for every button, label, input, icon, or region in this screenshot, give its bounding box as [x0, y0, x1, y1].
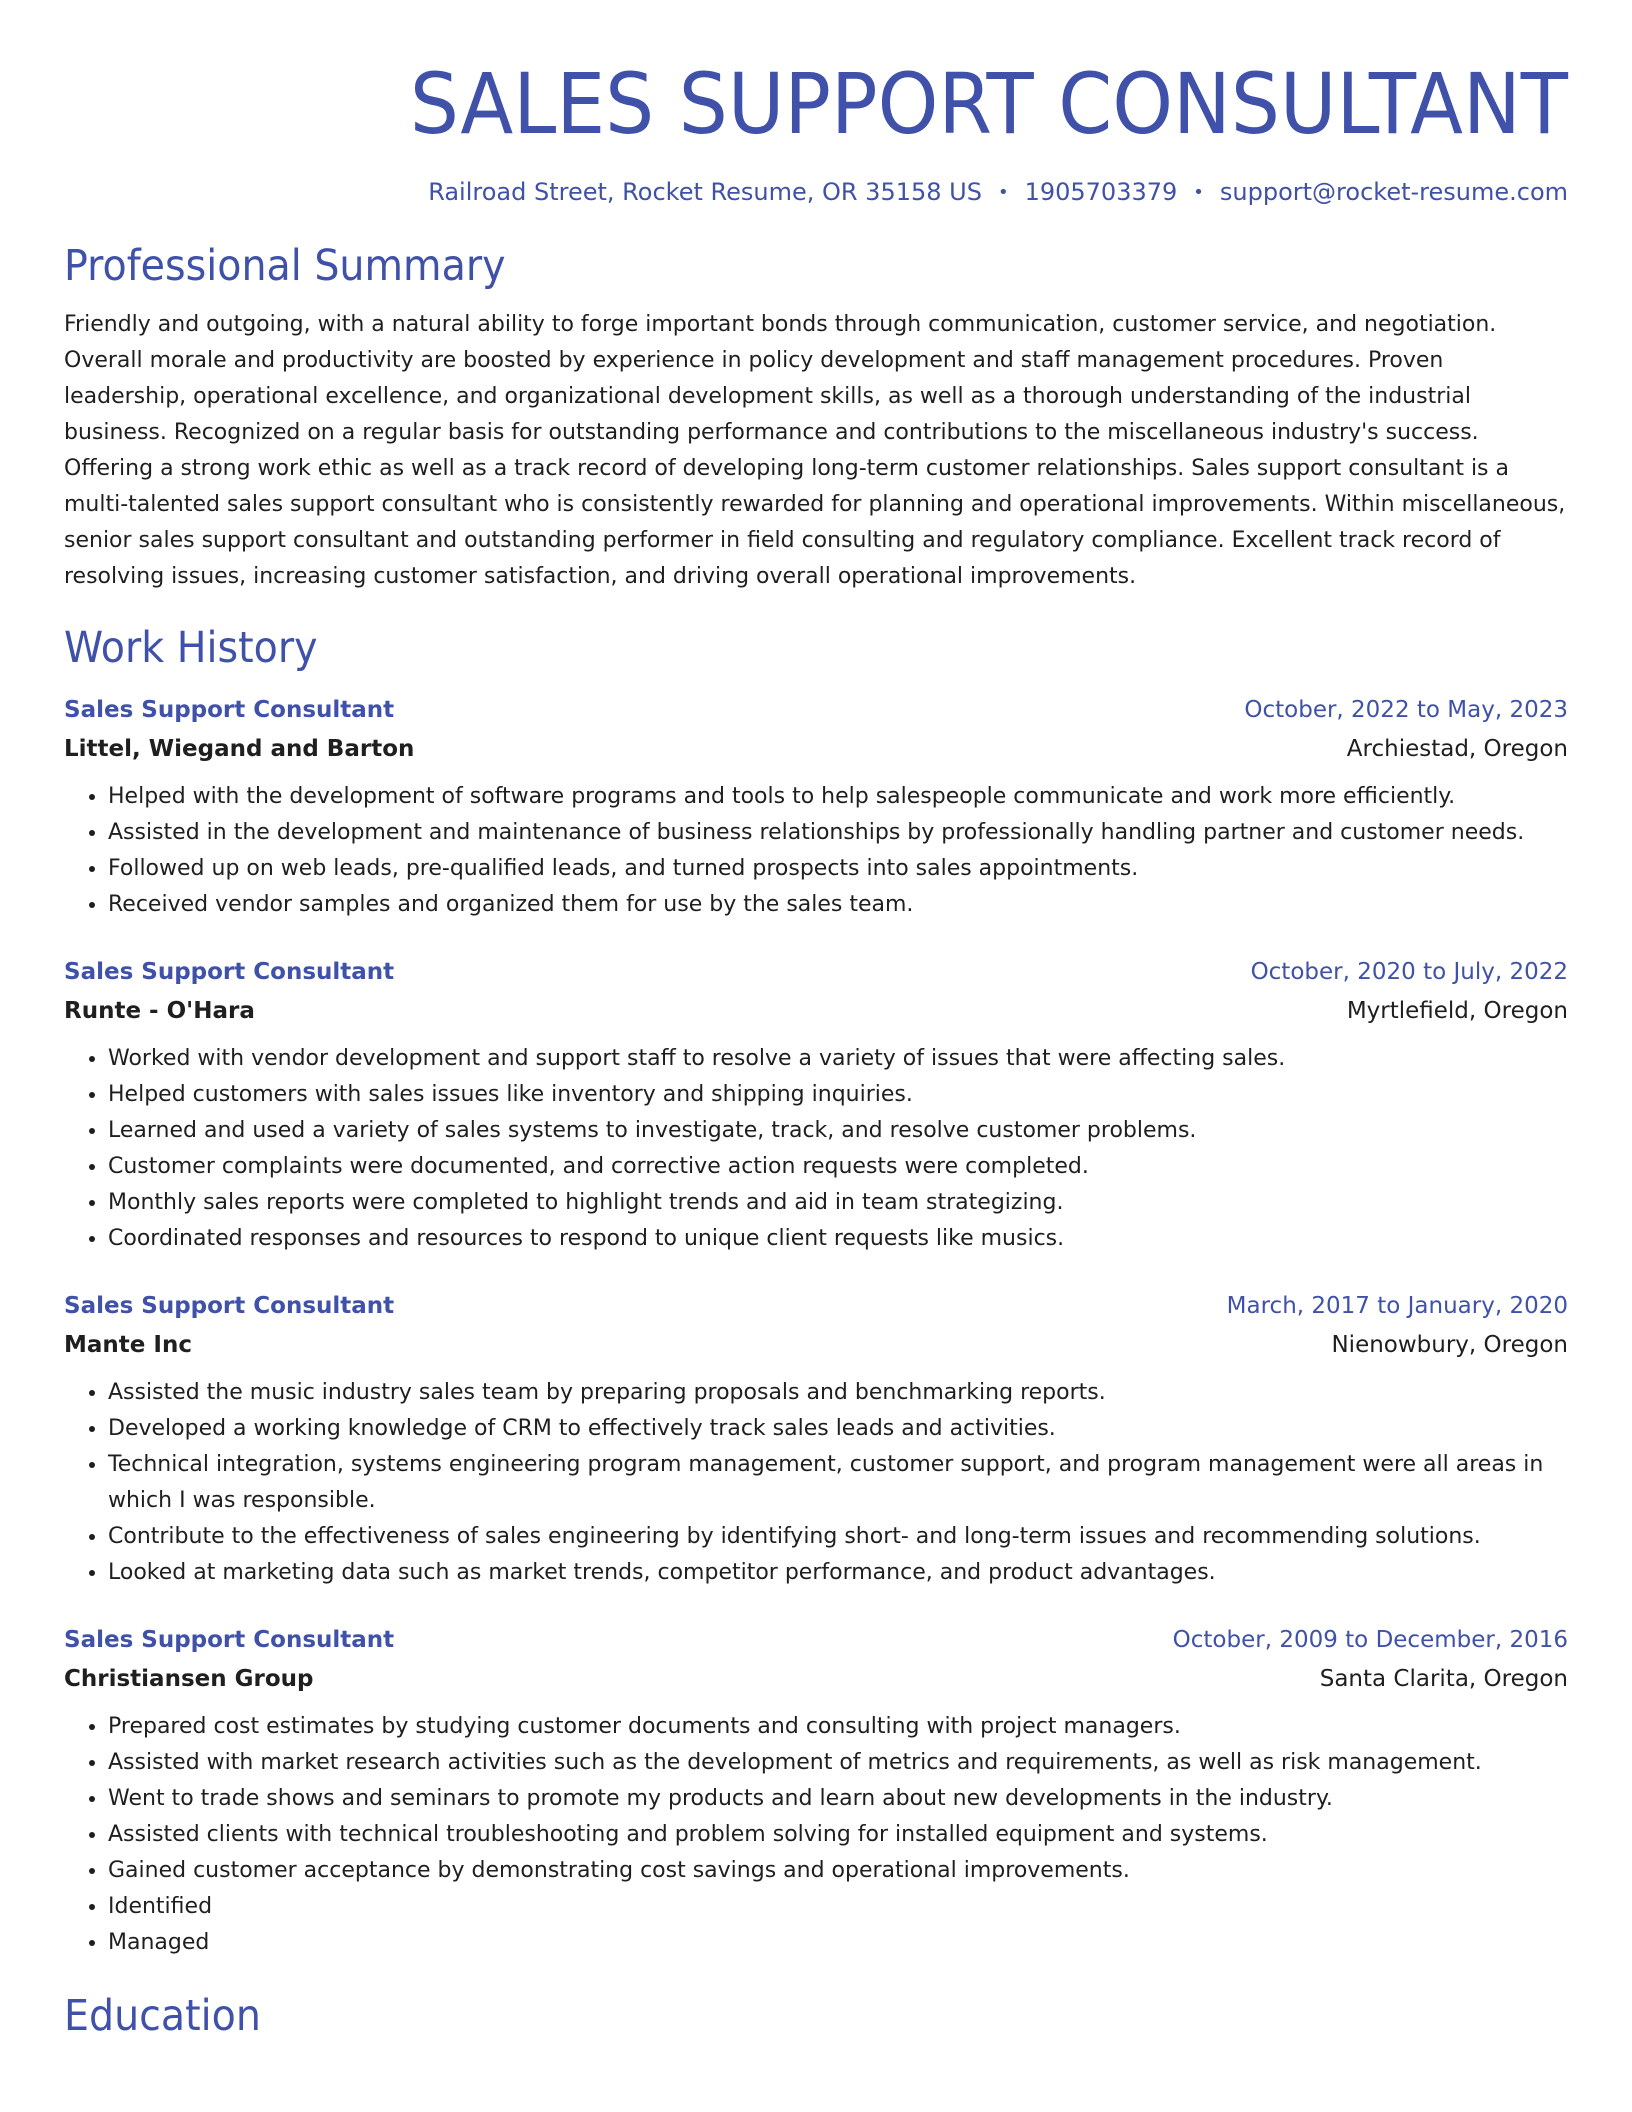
job-bullet: • Prepared cost estimates by studying customer documents and consulting with project managers. [108, 1709, 1568, 1745]
job-company-row [64, 729, 1568, 769]
section-title-education: Education [64, 1991, 261, 2041]
job-company-row [64, 991, 1568, 1031]
contact-separator: • [997, 182, 1009, 203]
job-company: Christiansen Group [64, 1666, 314, 1692]
job-location: Santa Clarita, Oregon [1319, 1666, 1568, 1692]
job-title: Sales Support Consultant [64, 959, 395, 985]
job-header-row [64, 1621, 1568, 1659]
job-bullets [64, 1375, 1568, 1591]
job-dates: March, 2017 to January, 2020 [1226, 1293, 1568, 1319]
job-title: Sales Support Consultant [64, 1293, 395, 1319]
job-bullet: • Monthly sales reports were completed to highlight trends and aid in team strategizing. [108, 1185, 1568, 1221]
job-header-row [64, 691, 1568, 729]
job-title: Sales Support Consultant [64, 1627, 395, 1653]
job-bullet: • Coordinated responses and resources to respond to unique client requests like musics. [108, 1221, 1568, 1257]
job-bullets [64, 1041, 1568, 1257]
job-location: Nienowbury, Oregon [1331, 1332, 1568, 1358]
job-bullet: • Identified [108, 1889, 1568, 1925]
job-bullet: • Contribute to the effectiveness of sales engineering by identifying short- and long-term issues and recommending solutions. [108, 1519, 1568, 1555]
job-bullet: • Helped with the development of software programs and tools to help salespeople communicate and work more efficiently. [108, 779, 1568, 815]
contact-separator: • [1193, 182, 1204, 203]
job-bullet: • Helped customers with sales issues like inventory and shipping inquiries. [108, 1077, 1568, 1113]
job-bullet: • Received vendor samples and organized them for use by the sales team. [108, 887, 1568, 923]
job-bullet: • Gained customer acceptance by demonstrating cost savings and operational improvements. [108, 1853, 1568, 1889]
job-entry [64, 953, 1568, 1257]
job-dates: October, 2022 to May, 2023 [1244, 697, 1568, 723]
job-header-row [64, 953, 1568, 991]
job-company-row [64, 1325, 1568, 1365]
job-location: Archiestad, Oregon [1346, 736, 1568, 762]
contact-address: Railroad Street, Rocket Resume, OR 35158 US [428, 178, 982, 206]
job-company: Runte - O'Hara [64, 998, 255, 1024]
contact-phone: 1905703379 [1024, 178, 1178, 206]
job-company: Littel, Wiegand and Barton [64, 736, 415, 762]
job-bullet: • Assisted with market research activities such as the development of metrics and requirements, as well as risk management. [108, 1745, 1568, 1781]
contact-email[interactable]: support@rocket-resume.com [1219, 178, 1568, 206]
job-bullets [64, 779, 1568, 923]
summary-text: Friendly and outgoing, with a natural ability to forge important bonds through communication, customer service, and negotiation. Overall morale and productivity are boosted by experience in policy development and staff management procedures. Proven leadership, operational excellence, and organizational development skills, as well as a thorough understanding of the industrial business. Recognized on a regular basis for outstanding performance and contributions to the miscellaneous industry's success. Offering a strong work ethic as well as a track record of developing long-term customer relationships. Sales support consultant is a multi-talented sales support consultant who is consistently rewarded for planning and operational improvements. Within miscellaneous, senior sales support consultant and outstanding performer in field consulting and regulatory compliance. Excellent track record of resolving issues, increasing customer satisfaction, and driving overall operational improvements. [64, 312, 1566, 589]
contact-line [64, 176, 1568, 209]
job-title: Sales Support Consultant [64, 697, 395, 723]
job-dates: October, 2020 to July, 2022 [1250, 959, 1568, 985]
job-bullet: • Assisted the music industry sales team by preparing proposals and benchmarking reports. [108, 1375, 1568, 1411]
job-bullet: • Followed up on web leads, pre-qualified leads, and turned prospects into sales appointments. [108, 851, 1568, 887]
job-bullet: • Went to trade shows and seminars to promote my products and learn about new developments in the industry. [108, 1781, 1568, 1817]
job-bullets [64, 1709, 1568, 1961]
job-bullet: • Customer complaints were documented, and corrective action requests were completed. [108, 1149, 1568, 1185]
job-bullet: • Managed [108, 1925, 1568, 1961]
job-location: Myrtlefield, Oregon [1346, 998, 1568, 1024]
job-header-row [64, 1287, 1568, 1325]
section-title-summary: Professional Summary [64, 241, 506, 291]
job-bullet: • Learned and used a variety of sales systems to investigate, track, and resolve customer problems. [108, 1113, 1568, 1149]
candidate-name: SALES SUPPORT CONSULTANT [409, 55, 1569, 153]
job-entry [64, 1621, 1568, 1961]
job-bullet: • Technical integration, systems engineering program management, customer support, and program management were all areas in which I was responsible. [108, 1447, 1568, 1519]
job-bullet: • Developed a working knowledge of CRM to effectively track sales leads and activities. [108, 1411, 1568, 1447]
job-dates: October, 2009 to December, 2016 [1172, 1627, 1568, 1653]
job-company: Mante Inc [64, 1332, 192, 1358]
job-bullet: • Looked at marketing data such as market trends, competitor performance, and product advantages. [108, 1555, 1568, 1591]
resume-header [64, 0, 1568, 209]
job-company-row [64, 1659, 1568, 1699]
section-title-work-history: Work History [64, 623, 318, 673]
job-bullet: • Assisted clients with technical troubleshooting and problem solving for installed equipment and systems. [108, 1817, 1568, 1853]
job-bullet: • Worked with vendor development and support staff to resolve a variety of issues that were affecting sales. [108, 1041, 1568, 1077]
job-entry [64, 691, 1568, 923]
job-bullet: • Assisted in the development and maintenance of business relationships by professionally handling partner and customer needs. [108, 815, 1568, 851]
job-entry [64, 1287, 1568, 1591]
